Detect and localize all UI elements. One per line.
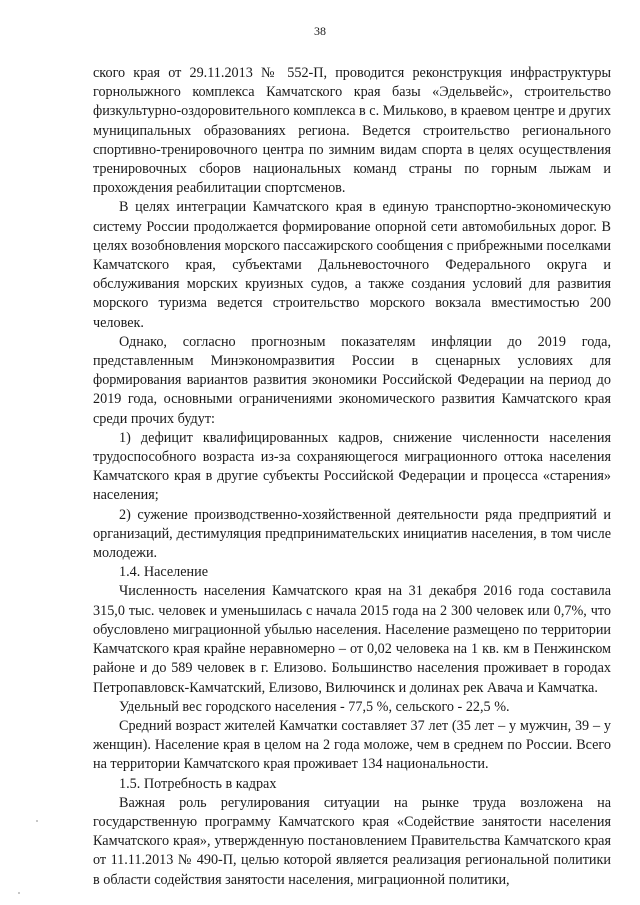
scan-speck <box>36 820 38 822</box>
paragraph-average-age: Средний возраст жителей Камчатки составляет 37 лет (35 лет – у мужчин, 39 – у женщин). Население края в целом на 2 года моложе, чем в среднем по России. Всего на территории Камчатского края проживает 134 национальности. <box>93 717 611 773</box>
list-item-personnel-deficit: 1) дефицит квалифицированных кадров, снижение численности населения трудоспособного возраста из-за сохраняющегося миграционного оттока населения Камчатского края в другие субъекты Российской Федерации и процесса «старения» населения; <box>93 429 611 504</box>
section-heading-staffing-needs: 1.5. Потребность в кадрах <box>119 775 277 792</box>
section-heading-population: 1.4. Население <box>119 564 208 581</box>
paragraph-sport-infrastructure: ского края от 29.11.2013 № 552-П, проводится реконструкция инфраструктуры горнолыжного комплекса Камчатского края базы «Эдельвейс», строительство физкультурно-оздоровительного комплекса в с. Мильково, в краевом центре и других муниципальных образованиях региона. Ведется строительство регионального спортивно-тренировочного центра по зимним видам спорта в целях осуществления тренировочных сборов национальных команд страны по горным лыжам и прохождения реабилитации спортсменов. <box>93 65 611 197</box>
paragraph-transport: В целях интеграции Камчатского края в единую транспортно-экономическую систему России продолжается формирование опорной сети автомобильных дорог. В целях возобновления морского пассажирского сообщения с прибрежными поселками Камчатского края, субъектами Дальневосточного Федерального округа и обслуживания морских круизных судов, а также создания условий для развития морского туризма ведется строительство морского вокзала вместимостью 200 человек. <box>93 199 611 331</box>
paragraph-urban-share: Удельный вес городского населения - 77,5 %, сельского - 22,5 %. <box>119 698 510 715</box>
paragraph-population-count: Численность населения Камчатского края на 31 декабря 2016 года составила 315,0 тыс. человек и уменьшилась с начала 2015 года на 2 300 человек или 0,7%, что обусловлено миграционной убылью населения. Население размещено по территории Камчатского края крайне неравномерно – от 0,02 человека на 1 кв. км в Пенжинском районе и до 589 человек в г. Елизово. Большинство населения проживает в городах Петропавловск-Камчатский, Елизово, Вилючинск и долинах рек Авача и Камчатка. <box>93 583 611 696</box>
page-number: 38 <box>314 24 326 38</box>
paragraph-labor-market: Важная роль регулирования ситуации на рынке труда возложена на государственную программу Камчатского края «Содействие занятости населения Камчатского края», утвержденную постановлением Правительства Камчатского края от 11.11.2013 № 490-П, целью которой является реализация региональной политики в области содействия занятости населения, миграционной политики, <box>93 794 611 888</box>
paragraph-forecast: Однако, согласно прогнозным показателям инфляции до 2019 года, представленным Минэкономразвития России в сценарных условиях для формирования вариантов развития экономики Российской Федерации на период до 2019 года, основными ограничениями экономического развития Камчатского края среди прочих будут: <box>93 333 611 427</box>
scan-speck <box>18 892 20 894</box>
list-item-production-decline: 2) сужение производственно-хозяйственной деятельности ряда предприятий и организаций, дестимуляция предпринимательских инициатив населения, в том числе молодежи. <box>93 506 611 562</box>
document-body <box>93 64 611 890</box>
